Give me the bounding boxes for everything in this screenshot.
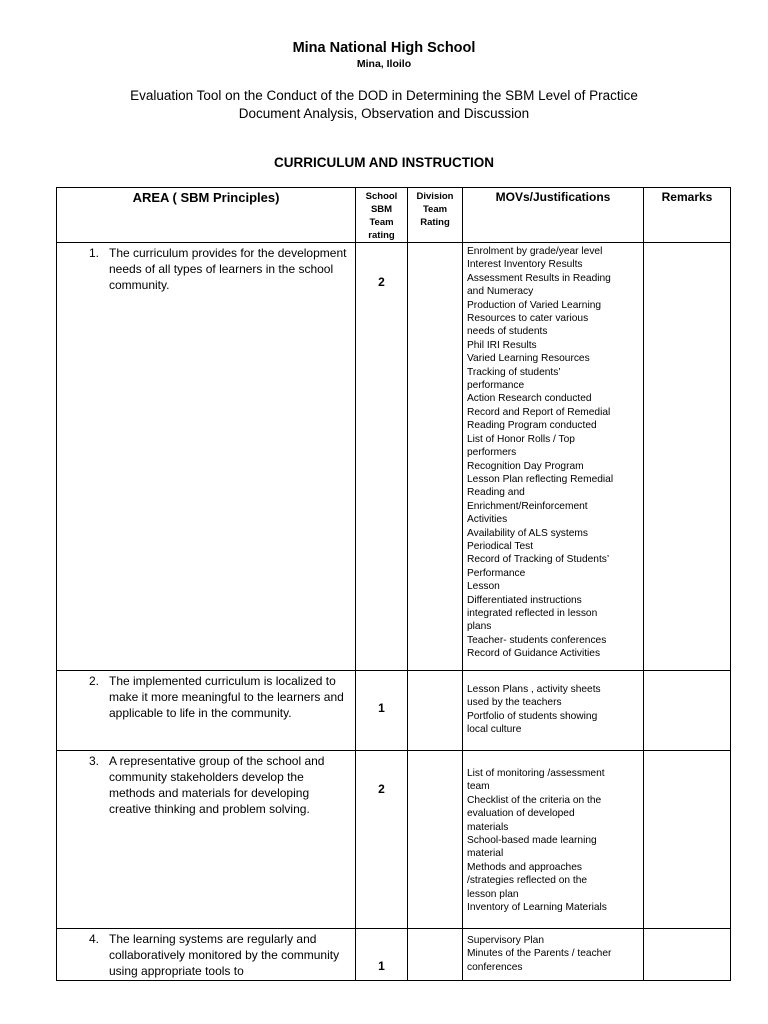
table-row <box>57 751 731 929</box>
item-number: 2. <box>88 674 99 688</box>
division-rating-cell <box>408 929 463 981</box>
movs-cell: Supervisory Plan Minutes of the Parents / teacher conferences <box>463 929 644 981</box>
remarks-cell <box>644 243 731 671</box>
header-area: AREA ( SBM Principles) <box>57 188 356 243</box>
document-title-line-1: Evaluation Tool on the Conduct of the DOD in Determining the SBM Level of Practice <box>130 88 638 103</box>
remarks-cell <box>644 929 731 981</box>
header-division-rating: Division Team Rating <box>408 188 463 243</box>
table-header-row <box>57 188 731 243</box>
item-number: 1. <box>88 246 99 260</box>
area-cell <box>57 751 356 929</box>
document-title-line-2: Document Analysis, Observation and Discussion <box>238 106 530 121</box>
remarks-cell <box>644 671 731 751</box>
area-cell <box>57 243 356 671</box>
division-rating-cell <box>408 671 463 751</box>
table-row <box>57 929 731 981</box>
movs-cell: Lesson Plans , activity sheets used by the teachers Portfolio of students showing local culture <box>463 671 644 751</box>
area-text: A representative group of the school and community stakeholders develop the methods and materials for developing creative thinking and problem solving. <box>109 754 325 816</box>
school-rating: 2 <box>378 782 385 796</box>
school-rating-cell <box>356 243 408 671</box>
section-title: CURRICULUM AND INSTRUCTION <box>274 155 494 170</box>
table-row <box>57 243 731 671</box>
evaluation-table <box>56 187 731 981</box>
area-text: The implemented curriculum is localized to make it more meaningful to the learners and applicable to life in the community. <box>109 674 344 720</box>
movs-cell: List of monitoring /assessment team Checklist of the criteria on the evaluation of developed materials School-based made learning material Methods and approaches /strategies reflected on the lesson plan Inventory of Learning Materials <box>463 751 644 929</box>
item-number: 4. <box>88 932 99 946</box>
area-text: The curriculum provides for the development needs of all types of learners in the school community. <box>109 246 347 292</box>
division-rating-cell <box>408 751 463 929</box>
school-rating: 1 <box>378 701 385 715</box>
remarks-cell <box>644 751 731 929</box>
school-rating: 1 <box>378 959 385 973</box>
school-rating-cell <box>356 751 408 929</box>
movs-cell: Enrolment by grade/year level Interest Inventory Results Assessment Results in Reading and Numeracy Production of Varied Learning Resources to cater various needs of students Phil IRI Results Varied Learning Resources Tracking of students’ performance Action Research conducted Record and Report of Remedial Reading Program conducted List of Honor Rolls / Top performers Recognition Day Program Lesson Plan reflecting Remedial Reading and Enrichment/Reinforcement Activities Availability of ALS systems Periodical Test Record of Tracking of Students’ Performance Lesson Differentiated instructions integrated reflected in lesson plans Teacher- students conferences Record of Guidance Activities <box>463 243 644 671</box>
area-cell <box>57 929 356 981</box>
school-location: Mina, Iloilo <box>356 58 412 70</box>
school-rating-cell <box>356 929 408 981</box>
area-cell <box>57 671 356 751</box>
school-rating-cell <box>356 671 408 751</box>
header-school-rating: School SBM Team rating <box>356 188 408 243</box>
item-number: 3. <box>88 754 99 768</box>
area-text: The learning systems are regularly and collaboratively monitored by the community using appropriate tools to <box>109 932 340 978</box>
header-remarks: Remarks <box>644 188 731 243</box>
division-rating-cell <box>408 243 463 671</box>
header-movs: MOVs/Justifications <box>463 188 644 243</box>
table-row <box>57 671 731 751</box>
school-name: Mina National High School <box>292 40 476 56</box>
school-rating: 2 <box>378 275 385 289</box>
